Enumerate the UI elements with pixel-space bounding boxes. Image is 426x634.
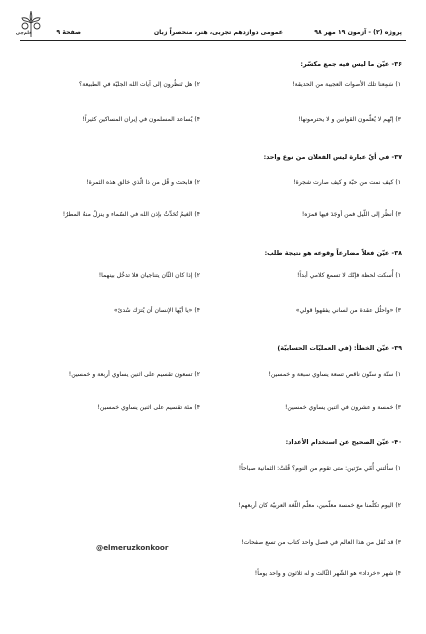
q40-option-4[interactable]: ۴) شهر «خرداد» هو الشّهر الثّالث و له ثلاثون و واحد يوماً! [254,570,401,577]
q40-option-3[interactable]: ۳) قد نُقل من هذا العالم في فصل واحد كتاب من تسع صفحات! [241,539,401,546]
publisher-logo [14,10,48,40]
q36-option-1[interactable]: ۱) سَمِعنا تلك الأصوات العجيبة من الحديقة! [292,81,401,88]
q36-option-2[interactable]: ۲) هل تَنظُرون إلى آيات الله الجليّة في الطبيعة؟ [78,81,200,88]
q38-option-3[interactable]: ۳) «واحلُل عقدة من لساني يفقهوا قولي» [295,307,401,314]
q38-option-4[interactable]: ۴) «يا أيّها الإنسان أن يُترَك سُدىً» [113,307,200,314]
q37-option-3[interactable]: ۳) أنظُر إلى اللّيل فمن أوجَدَ فيها قمرَه! [301,211,401,218]
question-37: ۳۷- في أيّ عبارة ليس الفعلان من نوع واحد: [263,153,402,161]
q39-option-2[interactable]: ۲) تسعون تقسيم على اثنين يساوي أربعة و خمسين! [68,371,200,378]
q36-option-4[interactable]: ۴) يُساعد المسلمون في إيران المساكين كثيراً! [82,116,200,123]
q38-option-1[interactable]: ۱) أُسكت لحظة فإنّك لا تسمع كلامي أبداً! [296,272,401,279]
q40-option-1[interactable]: ۱) سألتني أُمّي مرّتين: متى تقوم من النوم؟ قُلتُ: الثمانية صباحاً! [238,465,401,472]
question-36: ۳۶- عيّن ما ليس فيه جمع مكسّر: [300,60,402,68]
question-40: ۴۰- عيّن الصحيح عن استخدام الأعداد: [285,438,402,446]
q40-option-2[interactable]: ۲) اليوم تكلّمنا مع خمسة معلّمين، معلّم اللّغة العربيّة كان أربعهم! [238,502,401,509]
q36-option-3[interactable]: ۳) إنّهم لا يُعلّمون القوانين و لا يحترمونها! [298,116,401,123]
exam-title: پروژه (۲) - آزمون ۱۹ مهر ۹۸ [314,29,402,36]
exam-subject: عمومی دوازدهم تجربی، هنر، منحصراً زبان [153,29,283,36]
q37-option-1[interactable]: ۱) كيف نمت من حبّة و كيف صارت شجرة! [293,179,401,186]
svg-text:قلم‌چی: قلم‌چی [15,31,32,36]
page-number: صفحهٔ ۹ [56,29,81,36]
q39-option-4[interactable]: ۴) مئة تقسيم على اثنين يساوي خمسين! [97,404,200,411]
q37-option-4[interactable]: ۴) الغيمُ تُحَدِّثُ بإذن الله في السّماء و ينزلُ منهُ المطرُ! [62,211,200,218]
q37-option-2[interactable]: ۲) فابحث و قُل من ذا الّذي خالق هذه الثمرة! [86,179,200,186]
header-divider [20,40,406,41]
q39-option-1[interactable]: ۱) ستّة و ستّون ناقص تسعة يساوي سبعة و خمسين! [268,371,401,378]
question-38: ۳۸- عيّن فعلاً مضارعاً وقوعه هو نتيجة طلب: [264,249,402,257]
question-39: ۳۹- عيّن الخطأ: (في العمليّات الحسابيّة) [277,344,402,352]
q39-option-3[interactable]: ۳) خمسة و عشرون في اثنين يساوي خمسين! [284,404,401,411]
channel-watermark: @elmeruzkonkoor [96,543,169,552]
q38-option-2[interactable]: ۲) إذا كان الثّان يتناجيان فلا تدخُل بينهما! [98,272,200,279]
